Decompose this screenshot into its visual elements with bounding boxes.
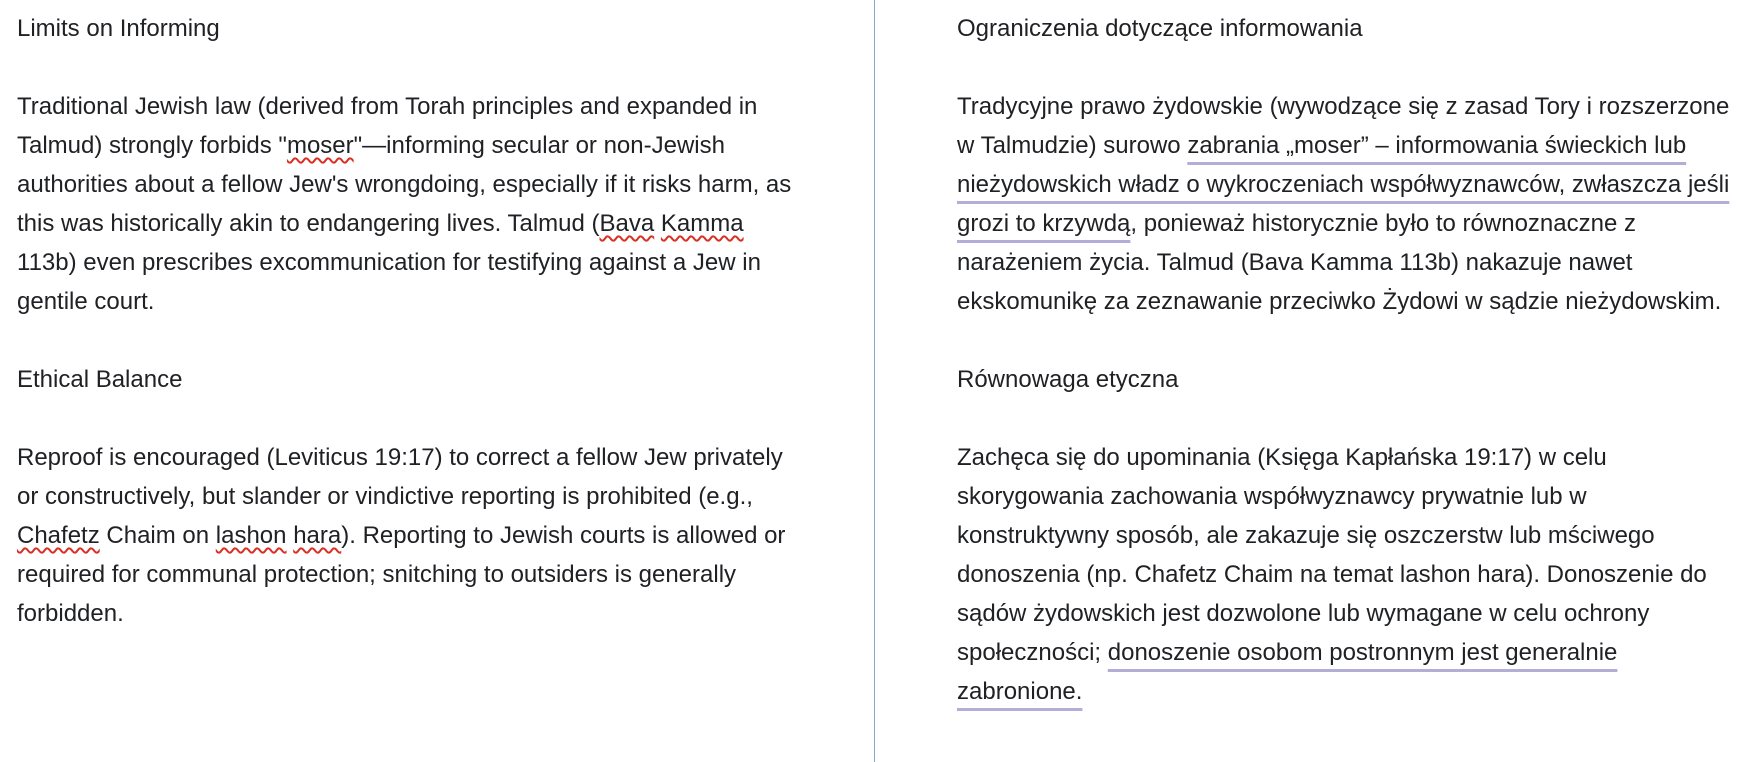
misspelled-word-moser[interactable]: moser: [286, 132, 354, 159]
text-run: "—informing secular or non-Jewish authorities about a fellow Jew's wrongdoing, especially if it risks harm, as this was historically akin to endangering lives. Talmud (: [17, 132, 792, 237]
misspelled-word-kamma[interactable]: Kamma: [660, 210, 744, 237]
text-run: Reproof is encouraged (Leviticus 19:17) to correct a fellow Jew privately or constructively, but slander or vindictive reporting is prohibited (e.g.,: [17, 444, 783, 510]
text-run: Zachęca się do upominania (Księga Kapłańska 19:17) w celu skorygowania zachowania współwyznawcy prywatnie lub w konstruktywny sposób, ale zakazuje się oszczerstw lub mściwego donoszenia (np. Chafetz Chaim na temat lashon hara). Donoszenie do sądów żydowskich jest dozwolone lub wymagane w celu ochrony społeczności;: [957, 444, 1707, 666]
grammar-suggestion-donoszenie[interactable]: donoszenie osobom postronnym jest generalnie zabronione.: [957, 639, 1618, 705]
text-run: , ponieważ historycznie było to równoznaczne z narażeniem życia. Talmud (Bava Kamma 113b) nakazuje nawet ekskomunikę za zeznawanie przeciwko Żydowi w sądzie nieżydowskim.: [957, 210, 1722, 315]
section-heading-ograniczenia: Ograniczenia dotyczące informowania: [957, 15, 1363, 42]
misspelled-word-chafetz[interactable]: Chafetz: [17, 522, 100, 549]
text-run: Tradycyjne prawo żydowskie (wywodzące się z zasad Tory i rozszerzone w Talmudzie) surowo: [957, 93, 1730, 159]
blank-line: [957, 399, 1745, 438]
paragraph-rownowaga: [957, 438, 1733, 711]
blank-line: [17, 321, 874, 360]
blank-line: [17, 399, 874, 438]
paragraph-limits: [17, 87, 807, 321]
text-run: ). Reporting to Jewish courts is allowed or required for communal protection; snitching to outsiders is generally forbidden.: [17, 522, 786, 627]
translation-text-pane[interactable]: [876, 0, 1745, 762]
misspelled-word-bava[interactable]: Bava: [599, 210, 655, 237]
blank-line: [17, 48, 874, 87]
section-heading-ethical: Ethical Balance: [17, 366, 183, 393]
misspelled-word-lashon[interactable]: lashon: [215, 522, 287, 549]
grammar-suggestion-zabrania[interactable]: zabrania „moser” – informowania świeckich lub nieżydowskich władz o wykroczeniach współwyznawców, zwłaszcza jeśli grozi to krzywdą: [957, 132, 1730, 237]
section-heading-limits: Limits on Informing: [17, 15, 220, 42]
text-run: [654, 210, 661, 237]
text-run: 113b) even prescribes excommunication for testifying against a Jew in gentile court.: [17, 249, 761, 315]
misspelled-word-hara[interactable]: hara: [293, 522, 342, 549]
pane-divider[interactable]: [874, 0, 875, 762]
blank-line: [957, 48, 1745, 87]
paragraph-ograniczenia: [957, 87, 1733, 321]
section-heading-rownowaga: Równowaga etyczna: [957, 366, 1179, 393]
paragraph-ethical: [17, 438, 807, 633]
text-run: Traditional Jewish law (derived from Torah principles and expanded in Talmud) strongly forbids ": [17, 93, 758, 159]
blank-line: [957, 321, 1745, 360]
text-run: Chaim on: [99, 522, 216, 549]
